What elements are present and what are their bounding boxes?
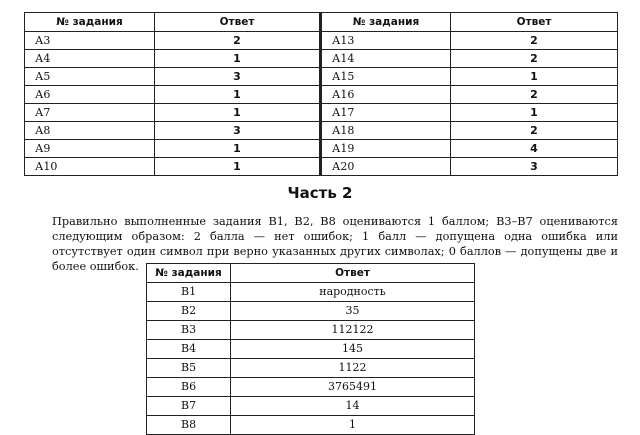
task-cell: В2 — [147, 302, 231, 321]
task-cell: А20 — [321, 158, 451, 176]
task-cell: А17 — [321, 104, 451, 122]
task-cell: А14 — [321, 50, 451, 68]
table-row — [147, 321, 475, 340]
answer-cell: 35 — [231, 302, 475, 321]
task-cell: В7 — [147, 397, 231, 416]
answer-cell: 2 — [451, 32, 618, 50]
part2-task-header: № задания — [147, 264, 231, 283]
task-cell: В3 — [147, 321, 231, 340]
part2-header-row — [147, 264, 475, 283]
task-cell: А7 — [25, 104, 155, 122]
table-row — [147, 416, 475, 435]
answer-cell: 1 — [451, 104, 618, 122]
table-row — [25, 104, 618, 122]
part1-left-task-header: № задания — [25, 13, 155, 32]
part1-right-answer-header: Ответ — [451, 13, 618, 32]
task-cell: А8 — [25, 122, 155, 140]
table-row — [147, 340, 475, 359]
answer-cell: 2 — [451, 86, 618, 104]
answer-cell: 1 — [155, 104, 321, 122]
task-cell: В5 — [147, 359, 231, 378]
part1-header-row — [25, 13, 618, 32]
part1-left-answer-header: Ответ — [155, 13, 321, 32]
table-row — [25, 50, 618, 68]
task-cell: А6 — [25, 86, 155, 104]
part2-answer-header: Ответ — [231, 264, 475, 283]
task-cell: В1 — [147, 283, 231, 302]
task-cell: В4 — [147, 340, 231, 359]
table-row — [147, 378, 475, 397]
answer-cell: 3765491 — [231, 378, 475, 397]
answer-cell: 112122 — [231, 321, 475, 340]
task-cell: А3 — [25, 32, 155, 50]
part1-right-task-header: № задания — [321, 13, 451, 32]
table-row — [25, 158, 618, 176]
part2-title: Часть 2 — [287, 184, 353, 202]
answer-cell: 2 — [451, 122, 618, 140]
answer-cell: 4 — [451, 140, 618, 158]
table-row — [25, 68, 618, 86]
answer-cell: 2 — [451, 50, 618, 68]
task-cell: А19 — [321, 140, 451, 158]
task-cell: А4 — [25, 50, 155, 68]
answer-cell: 1 — [155, 86, 321, 104]
task-cell: А15 — [321, 68, 451, 86]
table-row — [147, 397, 475, 416]
table-row — [147, 302, 475, 321]
answer-cell: 1 — [451, 68, 618, 86]
answer-cell: 2 — [155, 32, 321, 50]
answer-cell: 1 — [155, 50, 321, 68]
task-cell: А13 — [321, 32, 451, 50]
table-row — [25, 140, 618, 158]
task-cell: В6 — [147, 378, 231, 397]
task-cell: А10 — [25, 158, 155, 176]
part2-answer-table — [146, 263, 475, 435]
answer-cell: 1 — [231, 416, 475, 435]
answer-cell: 1 — [155, 158, 321, 176]
table-row — [25, 122, 618, 140]
task-cell: А18 — [321, 122, 451, 140]
part2-intro-text: Правильно выполненные задания В1, В2, В8 оцениваются 1 баллом; В3–В7 оцениваются следующим образом: 2 балла — нет ошибок; 1 балл — допущена одна ошибка или отсутствует один символ при верно указанных других символах; 0 баллов — допущены две и более ошибок. — [52, 215, 618, 273]
task-cell: А9 — [25, 140, 155, 158]
answer-cell: 3 — [155, 68, 321, 86]
answer-cell: народность — [231, 283, 475, 302]
task-cell: В8 — [147, 416, 231, 435]
task-cell: А16 — [321, 86, 451, 104]
part1-answer-table — [24, 12, 618, 176]
table-row — [147, 283, 475, 302]
answer-cell: 1 — [155, 140, 321, 158]
answer-cell: 1122 — [231, 359, 475, 378]
table-row — [25, 32, 618, 50]
answer-cell: 14 — [231, 397, 475, 416]
table-row — [25, 86, 618, 104]
table-row — [147, 359, 475, 378]
answer-cell: 3 — [451, 158, 618, 176]
answer-cell: 3 — [155, 122, 321, 140]
answer-cell: 145 — [231, 340, 475, 359]
task-cell: А5 — [25, 68, 155, 86]
